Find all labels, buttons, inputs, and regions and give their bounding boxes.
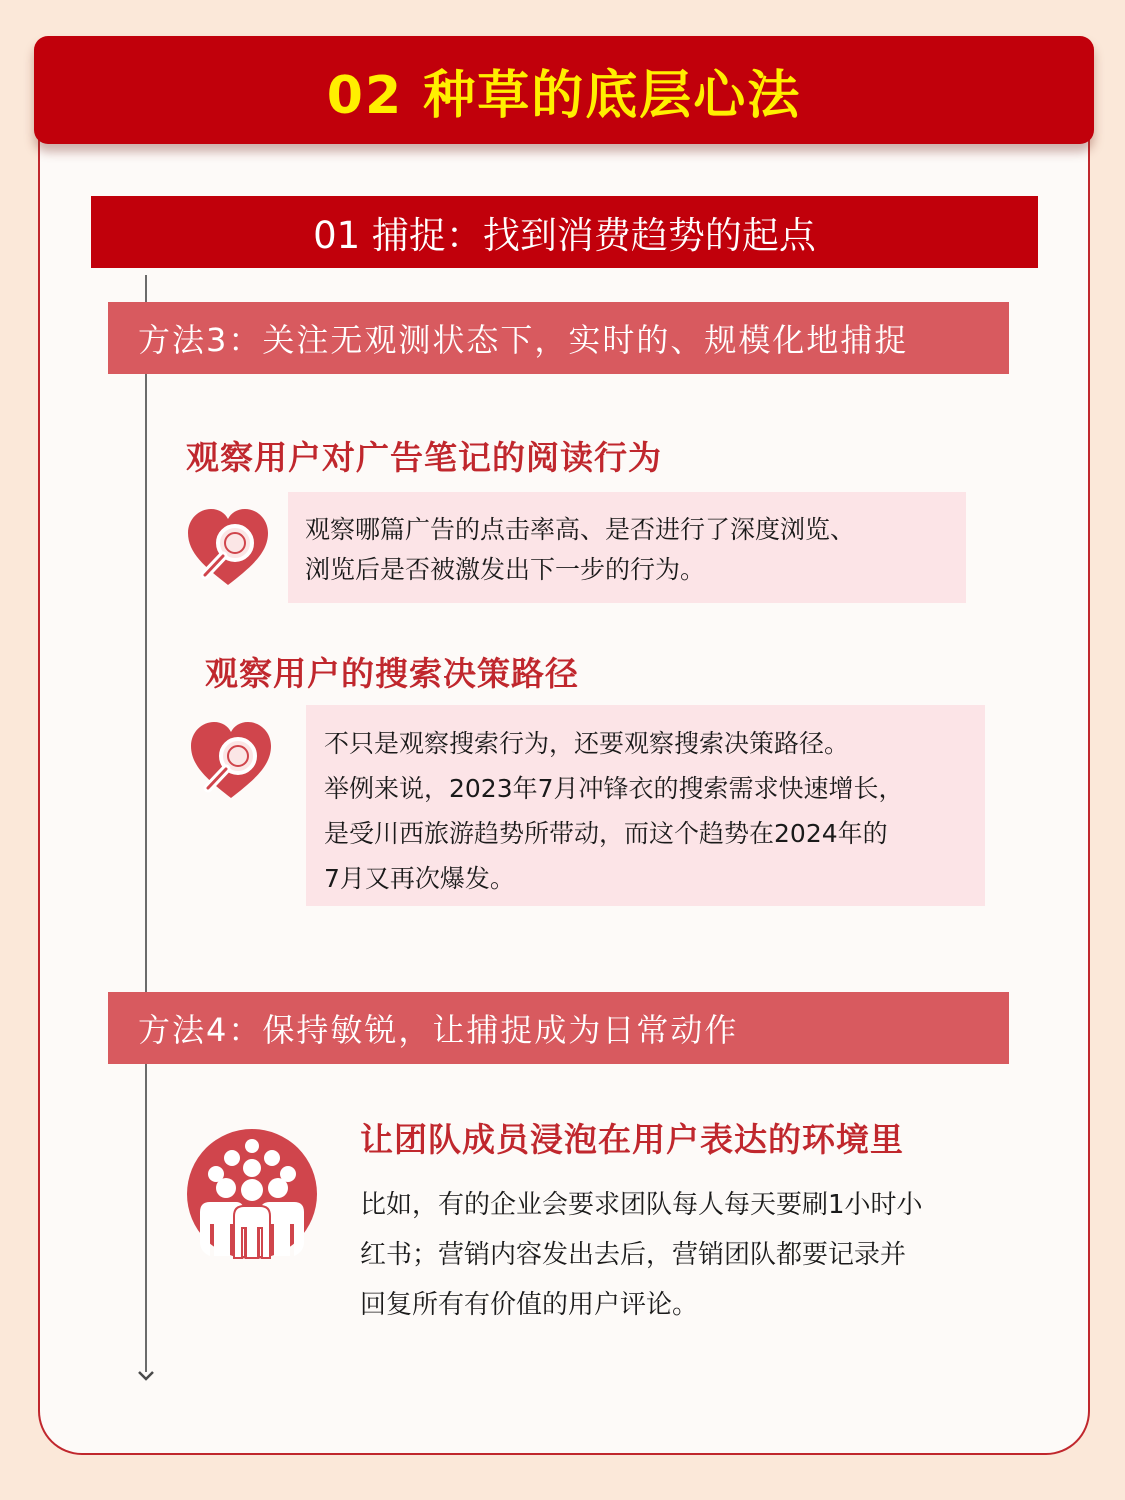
method-3-label: 方法3：关注无观测状态下，实时的、规模化地捕捉 — [138, 321, 909, 359]
item-text-line: 比如，有的企业会要求团队每人每天要刷1小时小 — [360, 1190, 923, 1220]
method-4-bar — [108, 992, 1009, 1064]
section-title: 01 捕捉：找到消费趋势的起点 — [313, 214, 816, 257]
item-text-line: 观察哪篇广告的点击率高、是否进行了深度浏览、 — [305, 515, 856, 544]
item-text-line: 回复所有有价值的用户评论。 — [360, 1290, 699, 1320]
item-text-box — [288, 492, 966, 603]
method-3-bar — [108, 302, 1009, 374]
heart-magnifier-icon — [188, 718, 274, 804]
item-heading-reading-behavior: 观察用户对广告笔记的阅读行为 — [186, 438, 662, 477]
item-text-line: 不只是观察搜索行为，还要观察搜索决策路径。 — [324, 729, 850, 758]
item-text-line: 浏览后是否被激发出下一步的行为。 — [305, 555, 706, 584]
item-text-line: 举例来说，2023年7月冲锋衣的搜索需求快速增长， — [324, 774, 904, 803]
top-banner — [34, 36, 1094, 144]
item-heading-team-immersion: 让团队成员浸泡在用户表达的环境里 — [360, 1120, 904, 1159]
method-4-label: 方法4：保持敏锐，让捕捉成为日常动作 — [138, 1011, 739, 1049]
item-text-box — [306, 705, 985, 906]
item-text-line: 红书；营销内容发出去后，营销团队都要记录并 — [360, 1240, 907, 1270]
team-group-icon — [186, 1128, 318, 1260]
item-text-line: 是受川西旅游趋势所带动，而这个趋势在2024年的 — [324, 819, 888, 848]
timeline-line — [145, 275, 147, 1372]
item-heading-search-path: 观察用户的搜索决策路径 — [205, 654, 579, 693]
page-title: 02 种草的底层心法 — [326, 65, 802, 126]
item-text-line: 7月又再次爆发。 — [324, 864, 515, 893]
heart-magnifier-icon — [185, 505, 271, 591]
section-title-bar — [91, 196, 1038, 268]
arrow-down-icon — [137, 1364, 155, 1382]
item-text — [360, 1180, 923, 1330]
